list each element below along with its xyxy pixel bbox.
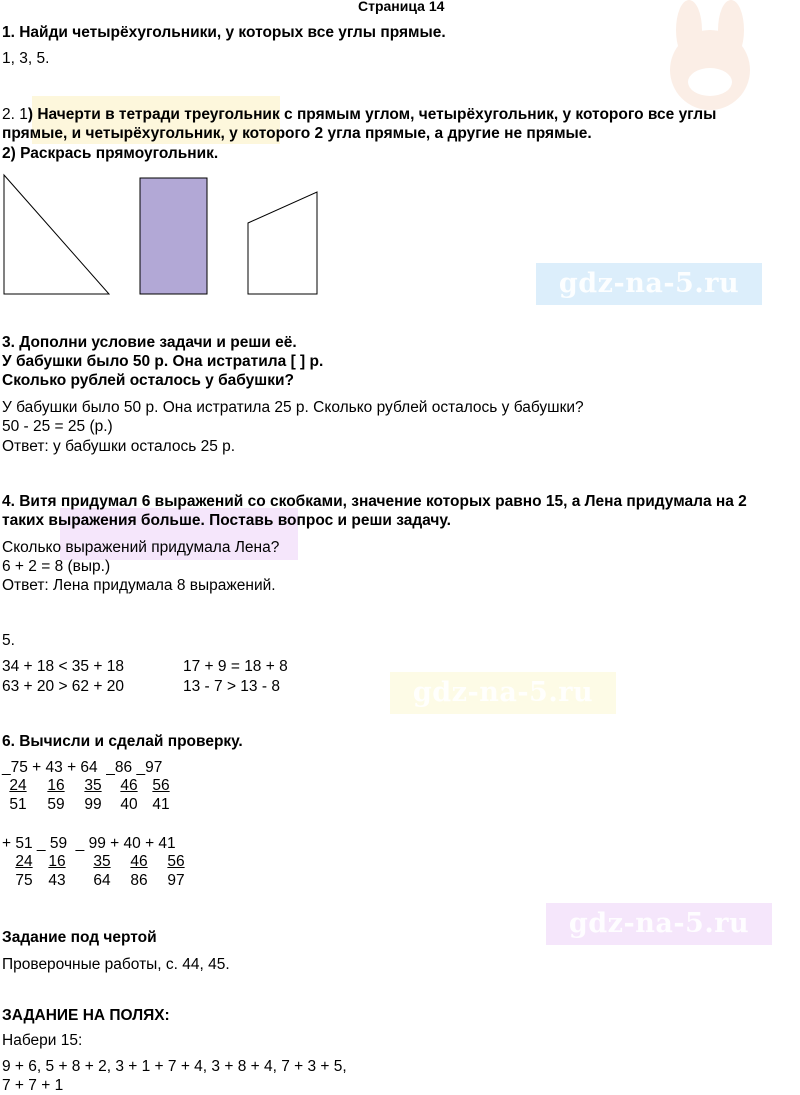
task4-a3: Ответ: Лена придумала 8 выражений. (2, 577, 276, 594)
task3-a1: У бабушки было 50 р. Она истратила 25 р. Сколько рублей осталось у бабушки? (2, 399, 584, 416)
task6-block1-mid: 56 (152, 777, 170, 794)
task3-q3: Сколько рублей осталось у бабушки? (2, 372, 294, 389)
task6-block1-res: 41 (152, 796, 170, 813)
task6-block1-res: 51 (9, 796, 27, 813)
task2-part1-line2: прямые, и четырёхугольник, у которого 2 угла прямые, а другие не прямые. (2, 125, 592, 142)
task3-a2: 50 - 25 = 25 (р.) (2, 418, 113, 435)
task5-number: 5. (2, 632, 15, 649)
task5-right-2: 13 - 7 > 13 - 8 (183, 678, 280, 695)
task6-block1-mid: 35 (84, 777, 102, 794)
page-title: Страница 14 (358, 0, 445, 14)
task6-block2-mid: 56 (167, 853, 185, 870)
margin-task-title: ЗАДАНИЕ НА ПОЛЯХ: (2, 1007, 170, 1024)
quadrilateral-two-right-angles (248, 192, 317, 294)
under-line-title: Задание под чертой (2, 929, 157, 946)
task6-block2-res: 86 (130, 872, 148, 889)
task6-block1-ops: _75 + 43 + 64 _86 _97 (2, 759, 163, 776)
rabbit-logo-icon (655, 0, 765, 112)
task3-q1: 3. Дополни условие задачи и реши её. (2, 334, 297, 351)
task3-q2: У бабушки было 50 р. Она истратила [ ] р. (2, 353, 324, 370)
task6-block2-mid: 46 (130, 853, 148, 870)
task1-question: 1. Найди четырёхугольники, у которых все углы прямые. (2, 24, 446, 41)
task5-left-2: 63 + 20 > 62 + 20 (2, 678, 124, 695)
margin-task-line1: 9 + 6, 5 + 8 + 2, 3 + 1 + 7 + 4, 3 + 8 + 4, 7 + 3 + 5, (2, 1058, 347, 1075)
task5-left-1: 34 + 18 < 35 + 18 (2, 658, 124, 675)
task4-q1: 4. Витя придумал 6 выражений со скобками, значение которых равно 15, а Лена придумала на 2 (2, 493, 747, 510)
task6-block2-ops: + 51 _ 59 _ 99 + 40 + 41 (2, 835, 176, 852)
watermark: gdz-na-5.ru (390, 672, 616, 714)
task6-block2-res: 75 (15, 872, 33, 889)
task6-block2-mid: 35 (93, 853, 111, 870)
task4-q2: таких выражения больше. Поставь вопрос и реши задачу. (2, 512, 451, 529)
right-triangle (4, 175, 109, 294)
task6-block1-res: 40 (120, 796, 138, 813)
task1-answer: 1, 3, 5. (2, 50, 50, 67)
margin-task-prompt: Набери 15: (2, 1032, 83, 1049)
task6-block2-res: 97 (167, 872, 185, 889)
task6-block1-mid: 16 (47, 777, 65, 794)
task6-block1-mid: 46 (120, 777, 138, 794)
task5-right-1: 17 + 9 = 18 + 8 (183, 658, 288, 675)
task6-block2-res: 64 (93, 872, 111, 889)
shapes-figure (0, 170, 330, 300)
under-line-text: Проверочные работы, с. 44, 45. (2, 956, 230, 973)
task6-block1-res: 99 (84, 796, 102, 813)
task2-part1-line1: ) Начерти в тетради треугольник с прямым углом, четырёхугольник, у которого все углы (27, 106, 717, 123)
watermark: gdz-na-5.ru (536, 263, 762, 305)
task6-block2-mid: 24 (15, 853, 33, 870)
task3-a3: Ответ: у бабушки осталось 25 р. (2, 438, 236, 455)
colored-rectangle (140, 178, 207, 294)
task6-block1-res: 59 (47, 796, 65, 813)
task6-block2-res: 43 (48, 872, 66, 889)
task4-a1: Сколько выражений придумала Лена? (2, 539, 280, 556)
task2-number: 2. 1 (2, 106, 28, 123)
margin-task-line2: 7 + 7 + 1 (2, 1077, 64, 1094)
task2-line1 (2, 105, 716, 124)
task6-block1-mid: 24 (9, 777, 27, 794)
task6-block2-mid: 16 (48, 853, 66, 870)
task4-a2: 6 + 2 = 8 (выр.) (2, 558, 111, 575)
watermark: gdz-na-5.ru (546, 903, 772, 945)
task6-title: 6. Вычисли и сделай проверку. (2, 733, 243, 750)
task2-part2: 2) Раскрась прямоугольник. (2, 145, 219, 162)
